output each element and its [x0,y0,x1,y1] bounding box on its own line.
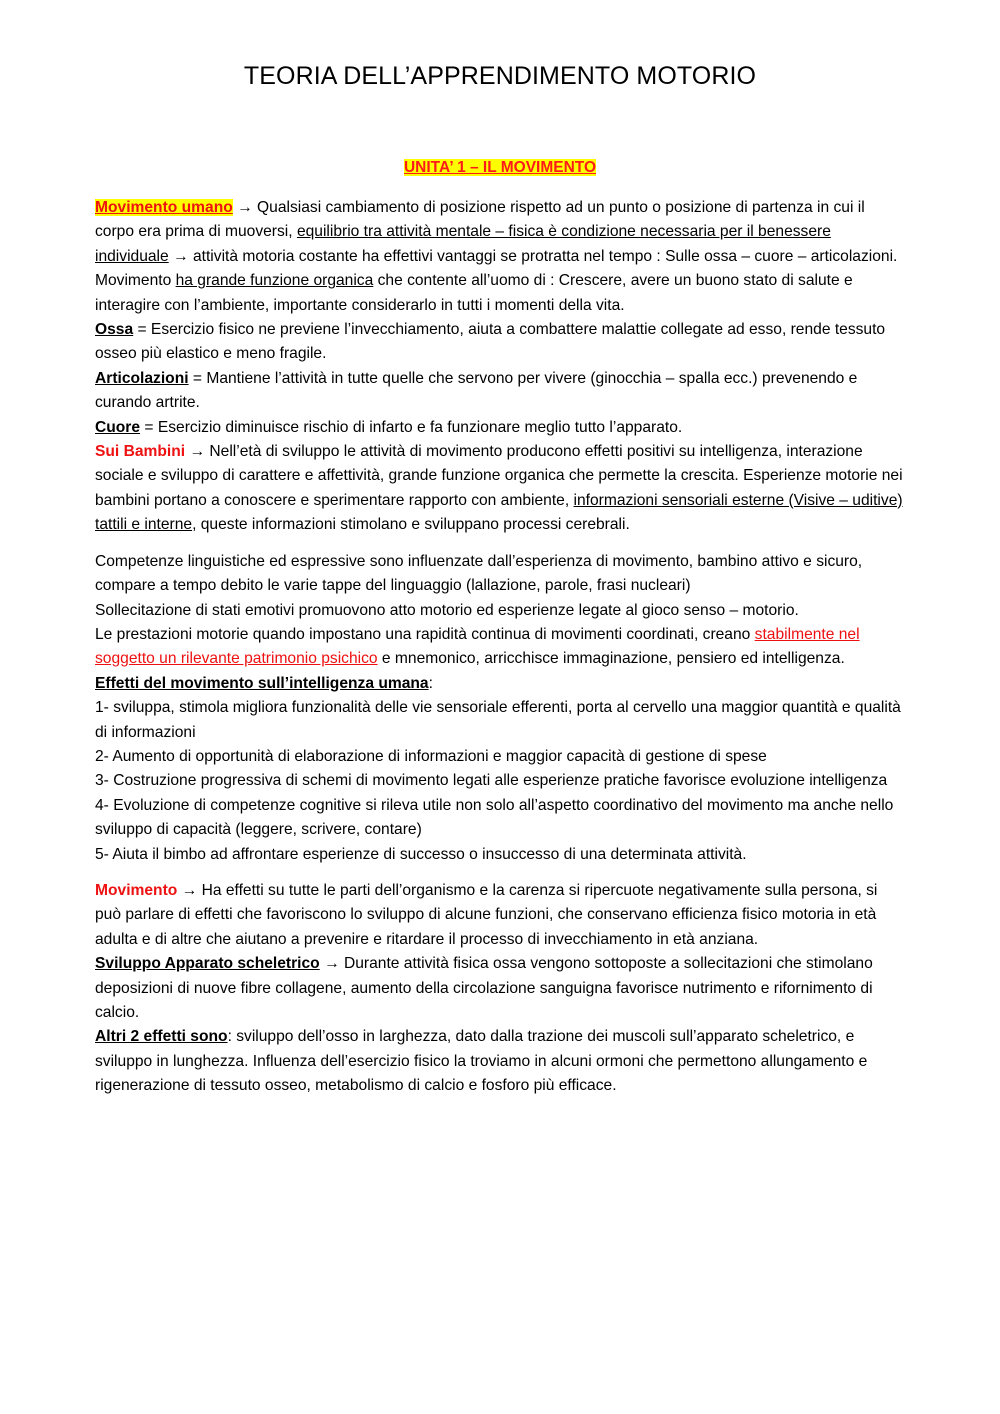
text: = Mantiene l’attività in tutte quelle che servono per vivere (ginocchia – spalla ecc.) prevenendo e curando artrite. [95,369,858,412]
arrow-icon: → [237,199,253,216]
underlined-text: ha grande funzione organica [175,272,374,290]
paragraph-ossa [95,318,905,367]
paragraph-articolazioni [95,367,905,416]
effects-heading [95,672,905,696]
arrow-icon: → [181,881,198,899]
text: attività motoria costante ha effettivi vantaggi se protratta nel tempo : Sulle ossa – cuore – articolazioni. [188,247,898,265]
underlined-text: informazioni sensoriali esterne (Visive – uditive) tattili e interne [95,491,903,534]
paragraph-cuore [95,416,905,440]
text: Le prestazioni motorie quando impostano una rapidità continua di movimenti coordinati, creano [95,625,755,643]
effect-item: 2- Aumento di opportunità di elaborazione di informazioni e maggior capacità di gestione di spese [95,747,767,765]
text: Ha effetti su tutte le parti dell’organismo e la carenza si ripercuote negativamente sulla persona, si può parlare di effetti che favoriscono lo sviluppo di alcune funzioni, che conservano efficienza fisico motoria in età adulta e di altre che aiutano a prevenire e ritardare il processo di invecchiamento in età anziana. [95,881,878,948]
unit-heading [0,159,1000,177]
underlined-text: equilibrio tra attività mentale – fisica è condizione necessaria per il benessere individuale [95,223,831,265]
effect-item: 3- Costruzione progressiva di schemi di movimento legati alle esperienze pratiche favorisce evoluzione intelligenza [95,772,888,790]
paragraph-prestazioni [95,623,905,672]
document-body [95,196,905,1099]
text: Movimento [95,272,176,290]
effect-item: 1- sviluppa, stimola migliora funzionalità delle vie sensoriale efferenti, porta al cervello una maggior quantità e qualità di informazioni [95,699,901,741]
paragraph-apparato-scheletrico [95,952,905,1025]
unit-heading-text: UNITA’ 1 – IL MOVIMENTO [403,159,597,176]
text: Durante attività fisica ossa vengono sottoposte a sollecitazioni che stimolano deposizioni di nuove fibre collagene, aumento della circolazione sanguigna favorisce nutrimento e rifornimento di calcio. [95,955,873,1021]
text: Nell’età di sviluppo le attività di movimento producono effetti positivi su intelligenza, interazione sociale e sviluppo di carattere e affettività, grande funzione organica che permette la crescita. Esperienze motorie nei bambini portano a conoscere e sperimentare rapporto con ambiente, [95,443,903,509]
highlighted-text: stabilmente nel soggetto un rilevante patrimonio psichico [95,625,860,668]
term-movimento-umano: Movimento umano [95,199,233,216]
arrow-icon: → [189,443,206,461]
term-cuore: Cuore [95,418,141,436]
effect-item: 5- Aiuta il bimbo ad affrontare esperienze di successo o insuccesso di una determinata attività. [95,845,747,863]
paragraph-funzione-organica [95,269,905,318]
effect-item: 4- Evoluzione di competenze cognitive si rileva utile non solo all’aspetto coordinativo del movimento ma anche nello sviluppo di capacità (leggere, scrivere, contare) [95,796,894,839]
term-altri-effetti: Altri 2 effetti sono [95,1028,228,1046]
text: = Esercizio diminuisce rischio di infarto e fa funzionare meglio tutto l’apparato. [140,418,683,436]
paragraph-movimento-umano [95,196,905,269]
paragraph-movimento [95,879,905,952]
document-title: TEORIA DELL’APPRENDIMENTO MOTORIO [243,62,757,90]
term-sui-bambini: Sui Bambini [95,443,186,461]
text: Qualsiasi cambiamento di posizione rispetto ad un punto o posizione di partenza in cui il corpo era prima di muoversi, [95,199,865,241]
text: = Esercizio fisico ne previene l’invecchiamento, aiuta a combattere malattie collegate ad esso, rende tessuto osseo più elastico e meno fragile. [95,321,886,363]
text: che contente all’uomo di : Crescere, avere un buono stato di salute e interagire con l’ambiente, importante considerarlo in tutti i momenti della vita. [95,272,853,314]
paragraph-altri-effetti [95,1025,905,1098]
paragraph-competenze: Competenze linguistiche ed espressive sono influenzate dall’esperienza di movimento, bambino attivo e sicuro, compare a tempo debito le varie tappe del linguaggio (lallazione, parole, frasi nucleari) [95,552,863,595]
term-sviluppo-apparato-scheletrico: Sviluppo Apparato scheletrico [95,955,320,973]
colon: : [428,674,433,692]
arrow-icon: → [324,955,340,973]
paragraph-sui-bambini [95,440,905,538]
arrow-icon: → [173,247,189,265]
term-ossa: Ossa [95,321,134,339]
text: : sviluppo dell’osso in larghezza, dato dalla trazione dei muscoli sull’apparato scheletrico, e sviluppo in lunghezza. Influenza dell’esercizio fisico la troviamo in alcuni ormoni che permettono allungamento e rigenerazione di tessuto osseo, metabolismo di calcio e fosforo più efficace. [95,1028,868,1095]
text: , queste informazioni stimolano e sviluppano processi cerebrali. [192,516,630,534]
effects-heading-text: Effetti del movimento sull’intelligenza umana [95,674,429,692]
paragraph-sollecitazione: Sollecitazione di stati emotivi promuovono atto motorio ed esperienze legate al gioco senso – motorio. [95,601,799,619]
term-movimento: Movimento [95,881,178,899]
text: e mnemonico, arricchisce immaginazione, pensiero ed intelligenza. [377,650,845,668]
term-articolazioni: Articolazioni [95,369,189,387]
